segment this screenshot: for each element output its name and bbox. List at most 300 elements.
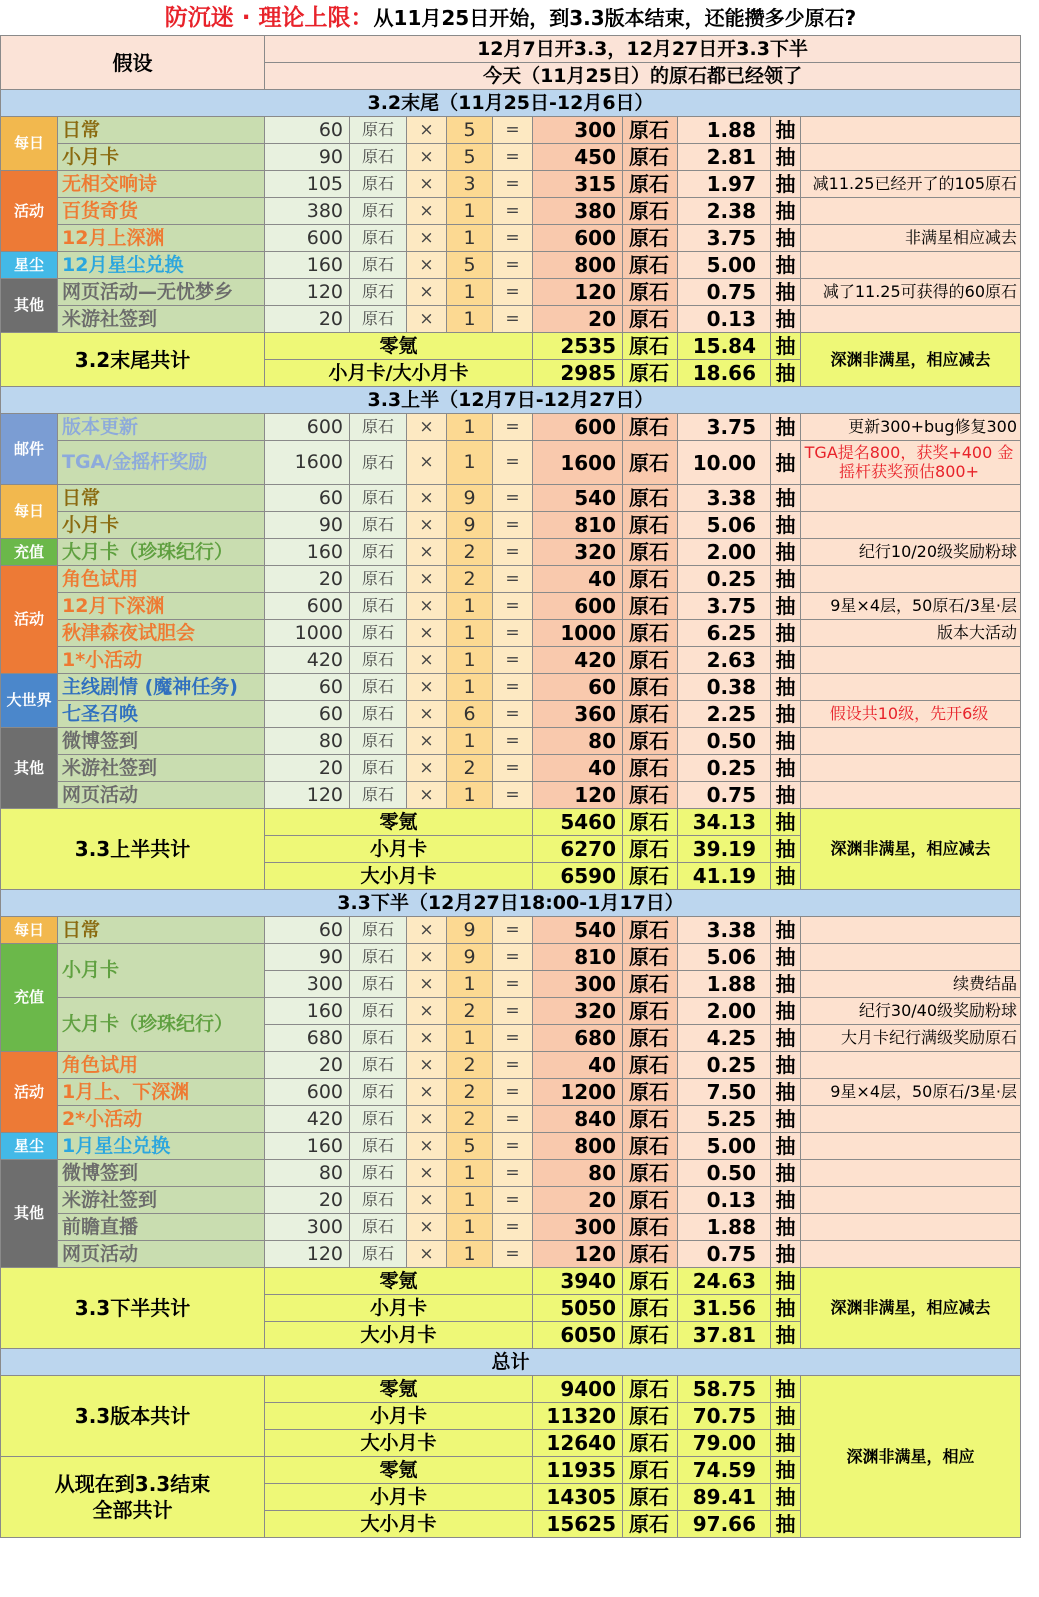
times-sign: × xyxy=(407,1052,447,1079)
item-draws: 0.75 xyxy=(678,1241,771,1268)
summary-tier: 大小月卡 xyxy=(265,863,533,890)
table-row xyxy=(1,620,1021,647)
item-name: 12月下深渊 xyxy=(58,593,265,620)
times-sign: × xyxy=(407,279,447,306)
item-multiplier: 1 xyxy=(447,306,493,333)
equals-sign: = xyxy=(493,485,533,512)
equals-sign: = xyxy=(493,306,533,333)
unit-label: 原石 xyxy=(623,360,678,387)
item-note xyxy=(801,755,1021,782)
item-multiplier: 1 xyxy=(447,279,493,306)
item-quantity: 20 xyxy=(265,1187,350,1214)
draw-label: 抽 xyxy=(771,252,801,279)
table-row xyxy=(1,1187,1021,1214)
draw-label: 抽 xyxy=(771,593,801,620)
summary-row xyxy=(1,333,1021,360)
summary-tier: 小月卡/大小月卡 xyxy=(265,360,533,387)
item-multiplier: 9 xyxy=(447,944,493,971)
item-name: 角色试用 xyxy=(58,1052,265,1079)
unit-label: 原石 xyxy=(623,1322,678,1349)
item-total: 360 xyxy=(533,701,623,728)
item-draws: 1.88 xyxy=(678,1214,771,1241)
unit-label: 原石 xyxy=(623,171,678,198)
item-total: 120 xyxy=(533,279,623,306)
unit-label: 原石 xyxy=(350,1160,407,1187)
item-quantity: 120 xyxy=(265,782,350,809)
item-note xyxy=(801,1052,1021,1079)
equals-sign: = xyxy=(493,620,533,647)
item-note xyxy=(801,306,1021,333)
draw-label: 抽 xyxy=(771,1511,801,1538)
item-draws: 0.25 xyxy=(678,1052,771,1079)
item-draws: 1.88 xyxy=(678,971,771,998)
item-name: 1月星尘兑换 xyxy=(58,1133,265,1160)
item-quantity: 160 xyxy=(265,998,350,1025)
item-multiplier: 9 xyxy=(447,512,493,539)
item-total: 80 xyxy=(533,728,623,755)
equals-sign: = xyxy=(493,971,533,998)
draw-label: 抽 xyxy=(771,485,801,512)
equals-sign: = xyxy=(493,1106,533,1133)
item-note: TGA提名800，获奖+400 金摇杆获奖预估800+ xyxy=(801,441,1021,485)
draw-label: 抽 xyxy=(771,917,801,944)
draw-label: 抽 xyxy=(771,414,801,441)
summary-tier: 零氪 xyxy=(265,809,533,836)
draw-label: 抽 xyxy=(771,360,801,387)
item-multiplier: 2 xyxy=(447,755,493,782)
item-multiplier: 6 xyxy=(447,701,493,728)
summary-draws: 31.56 xyxy=(678,1295,771,1322)
category-label: 其他 xyxy=(1,279,58,333)
unit-label: 原石 xyxy=(350,998,407,1025)
item-draws: 0.25 xyxy=(678,566,771,593)
unit-label: 原石 xyxy=(623,593,678,620)
item-total: 120 xyxy=(533,1241,623,1268)
item-quantity: 60 xyxy=(265,917,350,944)
unit-label: 原石 xyxy=(350,306,407,333)
item-quantity: 20 xyxy=(265,306,350,333)
summary-total: 6270 xyxy=(533,836,623,863)
unit-label: 原石 xyxy=(350,512,407,539)
summary-draws: 89.41 xyxy=(678,1484,771,1511)
draw-label: 抽 xyxy=(771,1484,801,1511)
item-draws: 3.75 xyxy=(678,414,771,441)
item-draws: 10.00 xyxy=(678,441,771,485)
summary-label: 3.3下半共计 xyxy=(1,1268,265,1349)
item-quantity: 600 xyxy=(265,225,350,252)
table-row xyxy=(1,566,1021,593)
item-total: 800 xyxy=(533,252,623,279)
unit-label: 原石 xyxy=(350,117,407,144)
unit-label: 原石 xyxy=(350,279,407,306)
summary-total: 9400 xyxy=(533,1376,623,1403)
category-label: 其他 xyxy=(1,1160,58,1268)
summary-note: 深渊非满星，相应减去 xyxy=(801,809,1021,890)
item-quantity: 600 xyxy=(265,593,350,620)
item-multiplier: 2 xyxy=(447,1052,493,1079)
item-total: 600 xyxy=(533,225,623,252)
item-multiplier: 1 xyxy=(447,1214,493,1241)
unit-label: 原石 xyxy=(623,944,678,971)
item-draws: 5.25 xyxy=(678,1106,771,1133)
table-row xyxy=(1,1052,1021,1079)
draw-label: 抽 xyxy=(771,333,801,360)
item-name: 小月卡 xyxy=(58,512,265,539)
item-multiplier: 3 xyxy=(447,171,493,198)
item-quantity: 120 xyxy=(265,279,350,306)
draw-label: 抽 xyxy=(771,539,801,566)
times-sign: × xyxy=(407,566,447,593)
draw-label: 抽 xyxy=(771,1079,801,1106)
unit-label: 原石 xyxy=(623,728,678,755)
item-total: 680 xyxy=(533,1025,623,1052)
unit-label: 原石 xyxy=(623,674,678,701)
unit-label: 原石 xyxy=(350,171,407,198)
times-sign: × xyxy=(407,782,447,809)
item-draws: 0.13 xyxy=(678,306,771,333)
item-quantity: 1000 xyxy=(265,620,350,647)
item-multiplier: 2 xyxy=(447,539,493,566)
unit-label: 原石 xyxy=(623,1106,678,1133)
item-total: 1000 xyxy=(533,620,623,647)
unit-label: 原石 xyxy=(350,144,407,171)
item-name: 1月上、下深渊 xyxy=(58,1079,265,1106)
category-label: 每日 xyxy=(1,117,58,171)
unit-label: 原石 xyxy=(623,917,678,944)
times-sign: × xyxy=(407,225,447,252)
item-multiplier: 1 xyxy=(447,225,493,252)
category-label: 活动 xyxy=(1,1052,58,1133)
table-row xyxy=(1,755,1021,782)
times-sign: × xyxy=(407,1025,447,1052)
item-draws: 3.38 xyxy=(678,485,771,512)
summary-label-line: 从现在到3.3结束 xyxy=(54,1472,211,1496)
item-note: 9星×4层，50原石/3星·层 xyxy=(801,593,1021,620)
item-name: 12月星尘兑换 xyxy=(58,252,265,279)
item-quantity: 160 xyxy=(265,1133,350,1160)
item-note: 假设共10级，先开6级 xyxy=(801,701,1021,728)
category-label: 星尘 xyxy=(1,252,58,279)
unit-label: 原石 xyxy=(623,1160,678,1187)
unit-label: 原石 xyxy=(623,971,678,998)
item-total: 420 xyxy=(533,647,623,674)
unit-label: 原石 xyxy=(623,414,678,441)
unit-label: 原石 xyxy=(350,539,407,566)
item-draws: 6.25 xyxy=(678,620,771,647)
equals-sign: = xyxy=(493,782,533,809)
equals-sign: = xyxy=(493,674,533,701)
item-quantity: 90 xyxy=(265,944,350,971)
unit-label: 原石 xyxy=(350,782,407,809)
equals-sign: = xyxy=(493,171,533,198)
draw-label: 抽 xyxy=(771,441,801,485)
item-note xyxy=(801,485,1021,512)
item-note xyxy=(801,674,1021,701)
equals-sign: = xyxy=(493,1241,533,1268)
item-multiplier: 5 xyxy=(447,144,493,171)
draw-label: 抽 xyxy=(771,306,801,333)
unit-label: 原石 xyxy=(350,1052,407,1079)
table-row xyxy=(1,441,1021,485)
item-note: 大月卡纪行满级奖励原石 xyxy=(801,1025,1021,1052)
times-sign: × xyxy=(407,701,447,728)
summary-tier: 大小月卡 xyxy=(265,1511,533,1538)
summary-label-line: 全部共计 xyxy=(92,1498,173,1522)
item-multiplier: 1 xyxy=(447,647,493,674)
item-note xyxy=(801,198,1021,225)
item-draws: 1.97 xyxy=(678,171,771,198)
section-3-rows xyxy=(1,917,1021,1268)
unit-label: 原石 xyxy=(623,117,678,144)
item-note: 非满星相应减去 xyxy=(801,225,1021,252)
table-row xyxy=(1,944,1021,971)
table-row xyxy=(1,198,1021,225)
unit-label: 原石 xyxy=(623,225,678,252)
unit-label: 原石 xyxy=(623,863,678,890)
times-sign: × xyxy=(407,1187,447,1214)
item-multiplier: 2 xyxy=(447,998,493,1025)
item-note xyxy=(801,917,1021,944)
item-multiplier: 9 xyxy=(447,485,493,512)
item-multiplier: 1 xyxy=(447,971,493,998)
summary-tier: 小月卡 xyxy=(265,836,533,863)
table-row xyxy=(1,1133,1021,1160)
item-note: 减了11.25可获得的60原石 xyxy=(801,279,1021,306)
item-total: 450 xyxy=(533,144,623,171)
unit-label: 原石 xyxy=(350,566,407,593)
draw-label: 抽 xyxy=(771,1457,801,1484)
equals-sign: = xyxy=(493,539,533,566)
times-sign: × xyxy=(407,755,447,782)
item-name: 日常 xyxy=(58,117,265,144)
item-multiplier: 1 xyxy=(447,1187,493,1214)
draw-label: 抽 xyxy=(771,701,801,728)
table-row xyxy=(1,728,1021,755)
item-note xyxy=(801,252,1021,279)
unit-label: 原石 xyxy=(623,782,678,809)
item-total: 300 xyxy=(533,1214,623,1241)
unit-label: 原石 xyxy=(350,485,407,512)
times-sign: × xyxy=(407,252,447,279)
unit-label: 原石 xyxy=(623,809,678,836)
draw-label: 抽 xyxy=(771,647,801,674)
item-multiplier: 1 xyxy=(447,593,493,620)
draw-label: 抽 xyxy=(771,1430,801,1457)
times-sign: × xyxy=(407,198,447,225)
unit-label: 原石 xyxy=(350,647,407,674)
item-total: 840 xyxy=(533,1106,623,1133)
summary-label: 3.2末尾共计 xyxy=(1,333,265,387)
equals-sign: = xyxy=(493,701,533,728)
section-3-summary xyxy=(1,1268,1021,1349)
category-label: 每日 xyxy=(1,917,58,944)
draw-label: 抽 xyxy=(771,171,801,198)
item-note xyxy=(801,566,1021,593)
item-name: 12月上深渊 xyxy=(58,225,265,252)
item-total: 540 xyxy=(533,485,623,512)
item-name: 网页活动—无忧梦乡 xyxy=(58,279,265,306)
item-name: 微博签到 xyxy=(58,1160,265,1187)
item-total: 800 xyxy=(533,1133,623,1160)
draw-label: 抽 xyxy=(771,674,801,701)
item-note: 纪行30/40级奖励粉球 xyxy=(801,998,1021,1025)
item-note: 纪行10/20级奖励粉球 xyxy=(801,539,1021,566)
equals-sign: = xyxy=(493,944,533,971)
equals-sign: = xyxy=(493,1160,533,1187)
unit-label: 原石 xyxy=(623,1025,678,1052)
item-draws: 3.75 xyxy=(678,225,771,252)
unit-label: 原石 xyxy=(350,1214,407,1241)
item-draws: 5.06 xyxy=(678,944,771,971)
item-name: 前瞻直播 xyxy=(58,1214,265,1241)
equals-sign: = xyxy=(493,1187,533,1214)
item-name: 米游社签到 xyxy=(58,755,265,782)
equals-sign: = xyxy=(493,566,533,593)
table-row xyxy=(1,701,1021,728)
item-name: TGA/金摇杆奖励 xyxy=(58,441,265,485)
item-note xyxy=(801,1106,1021,1133)
summary-draws: 70.75 xyxy=(678,1403,771,1430)
item-draws: 0.25 xyxy=(678,755,771,782)
unit-label: 原石 xyxy=(350,225,407,252)
item-quantity: 20 xyxy=(265,566,350,593)
item-total: 60 xyxy=(533,674,623,701)
table-row xyxy=(1,917,1021,944)
unit-label: 原石 xyxy=(350,1079,407,1106)
item-quantity: 380 xyxy=(265,198,350,225)
unit-label: 原石 xyxy=(350,701,407,728)
summary-tier: 零氪 xyxy=(265,1457,533,1484)
unit-label: 原石 xyxy=(350,1025,407,1052)
item-draws: 2.38 xyxy=(678,198,771,225)
item-draws: 0.75 xyxy=(678,782,771,809)
summary-draws: 34.13 xyxy=(678,809,771,836)
equals-sign: = xyxy=(493,755,533,782)
item-total: 80 xyxy=(533,1160,623,1187)
draw-label: 抽 xyxy=(771,1133,801,1160)
equals-sign: = xyxy=(493,1052,533,1079)
item-multiplier: 1 xyxy=(447,1025,493,1052)
times-sign: × xyxy=(407,1106,447,1133)
section-header: 3.3上半（12月7日-12月27日） xyxy=(1,387,1021,414)
times-sign: × xyxy=(407,414,447,441)
unit-label: 原石 xyxy=(350,1106,407,1133)
draw-label: 抽 xyxy=(771,144,801,171)
unit-label: 原石 xyxy=(623,998,678,1025)
item-name: 1*小活动 xyxy=(58,647,265,674)
item-multiplier: 1 xyxy=(447,674,493,701)
table-row xyxy=(1,252,1021,279)
item-name: 秋津森夜试胆会 xyxy=(58,620,265,647)
item-name: 版本更新 xyxy=(58,414,265,441)
summary-tier: 零氪 xyxy=(265,1376,533,1403)
title-highlight: 防沉迷 · 理论上限： xyxy=(164,4,374,31)
equals-sign: = xyxy=(493,1133,533,1160)
section-2-rows xyxy=(1,414,1021,809)
item-name: 微博签到 xyxy=(58,728,265,755)
section-header: 3.3下半（12月27日18:00-1月17日） xyxy=(1,890,1021,917)
item-name: 日常 xyxy=(58,917,265,944)
times-sign: × xyxy=(407,539,447,566)
times-sign: × xyxy=(407,441,447,485)
equals-sign: = xyxy=(493,225,533,252)
table-row xyxy=(1,1106,1021,1133)
summary-tier: 小月卡 xyxy=(265,1295,533,1322)
item-note: 9星×4层，50原石/3星·层 xyxy=(801,1079,1021,1106)
times-sign: × xyxy=(407,144,447,171)
item-multiplier: 9 xyxy=(447,917,493,944)
item-multiplier: 5 xyxy=(447,117,493,144)
item-total: 300 xyxy=(533,117,623,144)
draw-label: 抽 xyxy=(771,279,801,306)
draw-label: 抽 xyxy=(771,782,801,809)
item-quantity: 160 xyxy=(265,252,350,279)
item-name: 网页活动 xyxy=(58,782,265,809)
item-total: 40 xyxy=(533,566,623,593)
unit-label: 原石 xyxy=(350,198,407,225)
item-multiplier: 1 xyxy=(447,1241,493,1268)
unit-label: 原石 xyxy=(350,414,407,441)
unit-label: 原石 xyxy=(623,512,678,539)
category-label: 活动 xyxy=(1,171,58,252)
item-name: 百货奇货 xyxy=(58,198,265,225)
draw-label: 抽 xyxy=(771,620,801,647)
item-draws: 0.13 xyxy=(678,1187,771,1214)
unit-label: 原石 xyxy=(623,1403,678,1430)
section-1-rows xyxy=(1,117,1021,333)
summary-label: 3.3版本共计 xyxy=(1,1376,265,1457)
unit-label: 原石 xyxy=(623,1241,678,1268)
item-draws: 0.75 xyxy=(678,279,771,306)
item-name: 小月卡 xyxy=(58,144,265,171)
item-note: 续费结晶 xyxy=(801,971,1021,998)
category-label: 大世界 xyxy=(1,674,58,728)
summary-row xyxy=(1,1376,1021,1403)
times-sign: × xyxy=(407,171,447,198)
item-draws: 2.63 xyxy=(678,647,771,674)
summary-total: 3940 xyxy=(533,1268,623,1295)
unit-label: 原石 xyxy=(350,728,407,755)
times-sign: × xyxy=(407,1160,447,1187)
category-label: 充值 xyxy=(1,944,58,1052)
item-quantity: 420 xyxy=(265,647,350,674)
unit-label: 原石 xyxy=(623,566,678,593)
assumption-label: 假设 xyxy=(1,36,265,90)
item-quantity: 300 xyxy=(265,1214,350,1241)
item-note xyxy=(801,512,1021,539)
equals-sign: = xyxy=(493,414,533,441)
item-multiplier: 1 xyxy=(447,198,493,225)
item-draws: 0.50 xyxy=(678,1160,771,1187)
item-draws: 0.50 xyxy=(678,728,771,755)
item-name: 大月卡（珍珠纪行） xyxy=(58,539,265,566)
grand-total xyxy=(1,1376,1021,1538)
summary-tier: 零氪 xyxy=(265,1268,533,1295)
table-row xyxy=(1,1079,1021,1106)
equals-sign: = xyxy=(493,441,533,485)
times-sign: × xyxy=(407,917,447,944)
item-note xyxy=(801,647,1021,674)
item-draws: 5.00 xyxy=(678,1133,771,1160)
item-note xyxy=(801,1160,1021,1187)
equals-sign: = xyxy=(493,647,533,674)
item-note: 版本大活动 xyxy=(801,620,1021,647)
draw-label: 抽 xyxy=(771,512,801,539)
unit-label: 原石 xyxy=(350,441,407,485)
item-draws: 2.00 xyxy=(678,539,771,566)
item-name: 大月卡（珍珠纪行） xyxy=(58,998,265,1052)
table-row xyxy=(1,171,1021,198)
